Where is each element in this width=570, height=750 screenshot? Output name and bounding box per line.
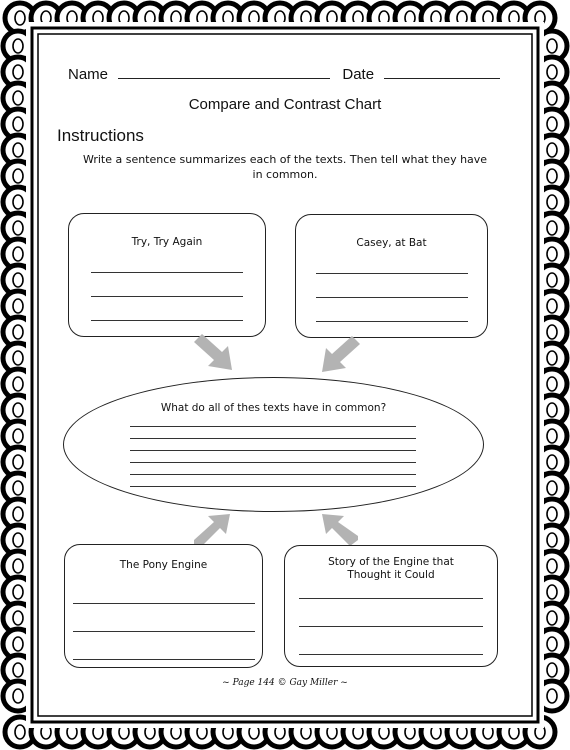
writing-line[interactable] (130, 486, 416, 487)
writing-line[interactable] (130, 426, 416, 427)
writing-line[interactable] (73, 659, 255, 660)
writing-line[interactable] (299, 598, 483, 599)
writing-line[interactable] (316, 273, 468, 274)
arrow-up-left-icon (320, 512, 360, 546)
writing-line[interactable] (130, 474, 416, 475)
summary-box-bottom-left (64, 544, 263, 668)
instructions-text: Write a sentence summarizes each of the texts. Then tell what they have in common. (82, 153, 488, 181)
name-date-line (68, 64, 500, 83)
instructions-heading: Instructions (57, 126, 144, 145)
arrow-down-left-icon (318, 334, 362, 374)
writing-line[interactable] (299, 626, 483, 627)
page-title: Compare and Contrast Chart (188, 96, 382, 113)
date-field[interactable] (384, 64, 500, 79)
writing-line[interactable] (130, 438, 416, 439)
box-title: Casey, at Bat (356, 237, 427, 249)
writing-line[interactable] (130, 462, 416, 463)
arrow-up-right-icon (190, 512, 234, 546)
common-oval (63, 377, 484, 512)
writing-line[interactable] (316, 297, 468, 298)
name-field[interactable] (118, 64, 330, 79)
writing-line[interactable] (73, 603, 255, 604)
summary-box-bottom-right (284, 545, 498, 667)
oval-question: What do all of thes texts have in common? (160, 402, 387, 414)
writing-line[interactable] (73, 631, 255, 632)
writing-line[interactable] (91, 320, 243, 321)
writing-line[interactable] (316, 321, 468, 322)
box-title: The Pony Engine (119, 559, 208, 571)
writing-line[interactable] (91, 296, 243, 297)
page-footer: ~ Page 144 © Gay Miller ~ (222, 678, 348, 688)
date-label: Date (342, 66, 375, 83)
name-label: Name (68, 66, 109, 83)
writing-line[interactable] (91, 272, 243, 273)
arrow-down-right-icon (192, 332, 236, 374)
writing-line[interactable] (130, 450, 416, 451)
writing-line[interactable] (299, 654, 483, 655)
box-title: Try, Try Again (131, 236, 203, 248)
summary-box-top-right (295, 214, 488, 338)
box-title: Story of the Engine that Thought it Could (328, 556, 454, 581)
summary-box-top-left (68, 213, 266, 337)
